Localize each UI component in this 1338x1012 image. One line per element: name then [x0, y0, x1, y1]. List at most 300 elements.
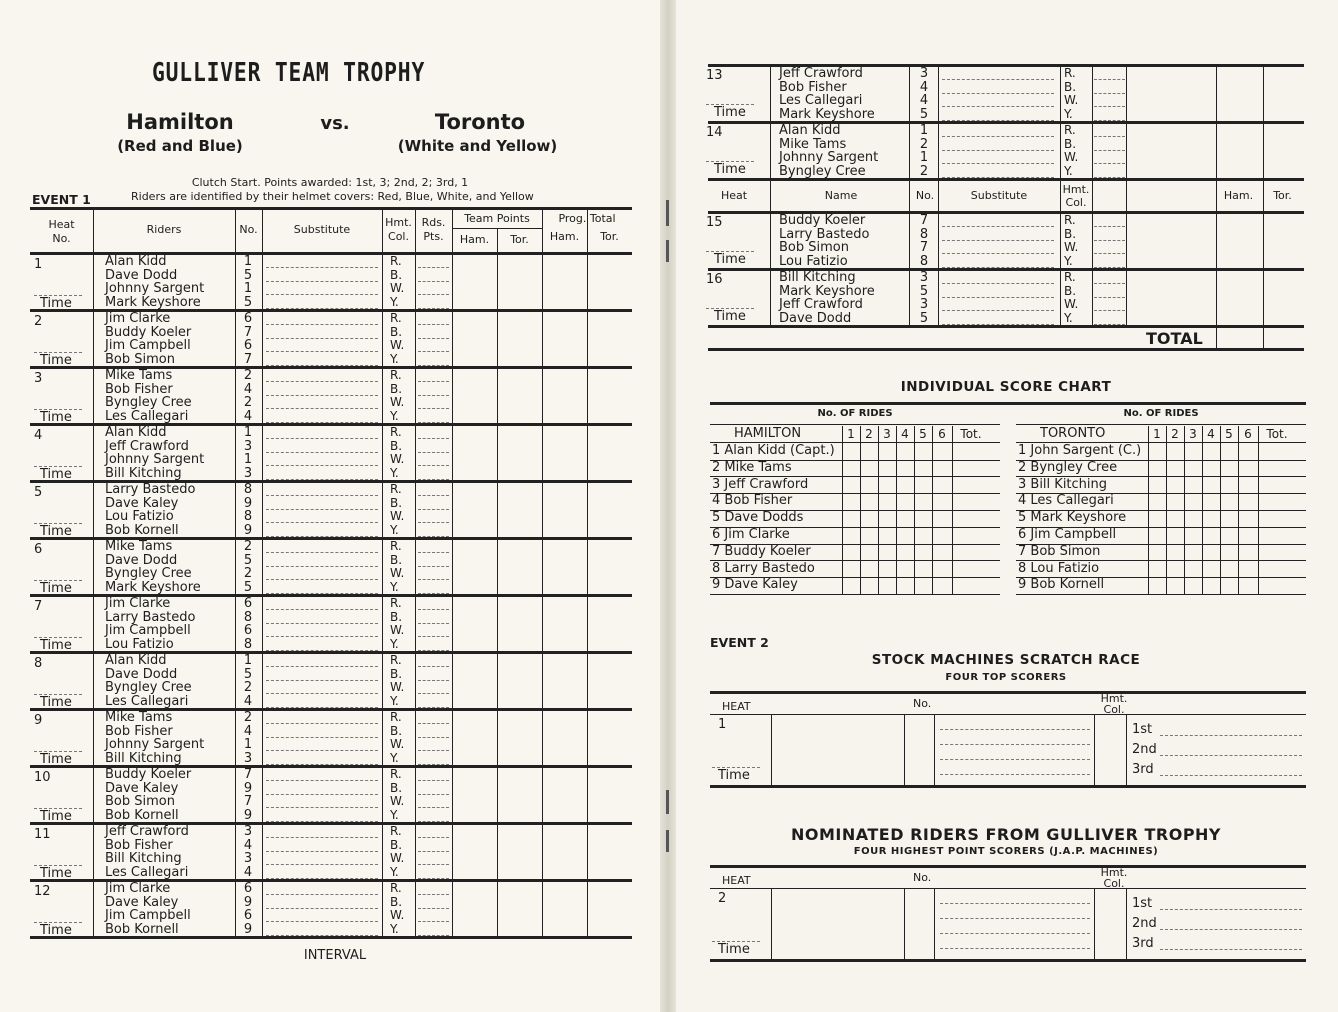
- column-divider: [1094, 714, 1095, 785]
- hamilton-ride-col: Tot.: [960, 427, 982, 441]
- heat-number: 12: [34, 884, 51, 899]
- entry-dotted-line: [266, 579, 378, 580]
- toronto-ride-col: 1: [1153, 427, 1161, 441]
- rider-number: 4: [919, 79, 929, 95]
- header-rides-points: Pts.: [423, 230, 444, 243]
- rider-name: Byngley Cree: [779, 163, 866, 179]
- heat-number: 5: [34, 485, 43, 500]
- helmet-color-code: Y.: [390, 864, 399, 879]
- rider-number: 2: [919, 163, 929, 179]
- toronto-rider-entry: 5 Mark Keyshore: [1018, 510, 1127, 526]
- helmet-color-code: B.: [390, 780, 403, 795]
- entry-dotted-line: [942, 150, 1054, 151]
- rider-number: 3: [243, 438, 253, 454]
- helmet-color-code: W.: [390, 395, 405, 410]
- rider-name: Johnny Sargent: [105, 452, 205, 468]
- rider-number: 3: [243, 465, 253, 481]
- time-label: Time: [40, 638, 72, 653]
- entry-dotted-line: [266, 894, 378, 895]
- entry-dotted-line: [418, 837, 449, 838]
- entry-dotted-line: [418, 908, 449, 909]
- rider-number: 5: [919, 106, 929, 122]
- rider-name: Buddy Koeler: [105, 324, 192, 340]
- heat-number: 2: [718, 891, 727, 906]
- hamilton-rider-entry: 3 Jeff Crawford: [712, 476, 809, 492]
- entry-dotted-line: [1094, 310, 1125, 311]
- entry-dotted-line: [1094, 253, 1125, 254]
- entry-dotted-line: [418, 408, 449, 409]
- heat-label: HEAT: [722, 874, 751, 887]
- rider-number: 1: [243, 653, 253, 668]
- number-label: No.: [913, 697, 932, 710]
- header-team-ham: Ham.: [459, 233, 490, 246]
- header-substitute: Substitute: [970, 189, 1028, 202]
- rule-line: [710, 691, 1306, 694]
- rider-name: Mike Tams: [779, 136, 847, 152]
- place-label: 3rd: [1132, 936, 1154, 951]
- entry-dotted-line: [418, 465, 449, 466]
- place-label: 1st: [1132, 896, 1153, 911]
- rider-name: Mike Tams: [105, 368, 173, 383]
- time-label: Time: [40, 524, 72, 539]
- rule-line: [452, 228, 542, 229]
- away-team-colors: (White and Yellow): [397, 137, 558, 155]
- rider-number: 6: [243, 623, 253, 639]
- column-divider: [1202, 426, 1203, 595]
- rider-number: 7: [243, 351, 253, 367]
- rider-number: 6: [243, 311, 253, 326]
- entry-dotted-line: [942, 240, 1054, 241]
- entry-dotted-line: [1160, 929, 1302, 930]
- entry-dotted-line: [942, 163, 1054, 164]
- column-divider: [771, 714, 772, 785]
- rule-line: [710, 714, 1306, 715]
- entry-dotted-line: [418, 623, 449, 624]
- entry-dotted-line: [266, 324, 378, 325]
- rider-name: Byngley Cree: [105, 395, 192, 411]
- header-riders: Riders: [146, 223, 182, 236]
- column-divider: [542, 207, 543, 937]
- rider-name: Buddy Koeler: [105, 767, 192, 782]
- rider-number: 8: [243, 636, 253, 652]
- time-label: Time: [718, 768, 750, 783]
- rider-name: Dave Kaley: [105, 780, 179, 796]
- rider-number: 3: [919, 66, 929, 81]
- helmet-color-label: Col.: [1103, 877, 1125, 890]
- helmet-color-code: R.: [390, 596, 402, 610]
- helmet-color-code: B.: [390, 723, 403, 738]
- time-label: Time: [40, 353, 72, 368]
- column-divider: [1126, 714, 1127, 785]
- entry-dotted-line: [940, 744, 1090, 745]
- entry-dotted-line: [266, 750, 378, 751]
- rider-name: Les Callegari: [105, 408, 189, 424]
- rider-number: 5: [919, 310, 929, 326]
- entry-dotted-line: [942, 297, 1054, 298]
- rule-line: [30, 936, 632, 939]
- entry-dotted-line: [1094, 150, 1125, 151]
- column-divider: [909, 64, 910, 325]
- entry-dotted-line: [266, 408, 378, 409]
- entry-dotted-line: [418, 522, 449, 523]
- entry-dotted-line: [1160, 755, 1302, 756]
- rider-name: Larry Bastedo: [105, 482, 196, 497]
- rider-name: Bill Kitching: [105, 851, 182, 867]
- rider-name: Mark Keyshore: [779, 106, 875, 122]
- column-divider: [952, 426, 953, 595]
- time-label: Time: [714, 252, 746, 267]
- helmet-color-code: R.: [1064, 270, 1076, 284]
- header-ham: Ham.: [1223, 189, 1254, 202]
- helmet-color-code: B.: [390, 324, 403, 339]
- hamilton-heading: HAMILTON: [734, 426, 802, 441]
- helmet-color-code: R.: [390, 881, 402, 895]
- rider-name: Mike Tams: [105, 539, 173, 554]
- rider-name: Dave Dodd: [779, 310, 852, 326]
- entry-dotted-line: [266, 609, 378, 610]
- helmet-color-code: W.: [1064, 93, 1079, 108]
- number-label: No.: [913, 871, 932, 884]
- event2-title: STOCK MACHINES SCRATCH RACE: [871, 652, 1141, 668]
- rider-number: 8: [243, 609, 253, 625]
- rider-number: 1: [243, 254, 253, 269]
- header-heat: Heat: [48, 218, 75, 231]
- helmet-color-code: B.: [390, 495, 403, 510]
- rider-number: 4: [919, 93, 929, 109]
- rule-line: [710, 959, 1306, 962]
- entry-dotted-line: [418, 351, 449, 352]
- entry-dotted-line: [266, 294, 378, 295]
- column-divider: [878, 426, 879, 595]
- entry-dotted-line: [1160, 909, 1302, 910]
- heat-number: 15: [706, 215, 723, 230]
- header-prog-ham: Ham.: [549, 230, 580, 243]
- rider-name: Jeff Crawford: [105, 824, 189, 839]
- entry-dotted-line: [266, 395, 378, 396]
- rider-name: Dave Dodd: [105, 552, 178, 568]
- column-divider: [1258, 426, 1259, 595]
- rider-number: 6: [243, 881, 253, 896]
- helmet-color-code: Y.: [390, 579, 399, 594]
- nominated-subtitle: FOUR HIGHEST POINT SCORERS (J.A.P. MACHINES): [853, 846, 1159, 857]
- toronto-ride-col: 5: [1225, 427, 1233, 441]
- column-divider: [771, 888, 772, 959]
- helmet-color-code: Y.: [390, 465, 399, 480]
- column-divider: [497, 228, 498, 937]
- header-substitute: Substitute: [293, 223, 351, 236]
- rule-line: [708, 325, 1304, 328]
- header-team-tor: Tor.: [510, 233, 529, 246]
- score-chart-title: INDIVIDUAL SCORE CHART: [900, 379, 1112, 395]
- rider-number: 4: [243, 381, 253, 397]
- helmet-color-code: Y.: [1064, 163, 1073, 178]
- header-prog-total: Prog. Total: [558, 212, 616, 225]
- heat-number: 1: [34, 257, 43, 272]
- entry-dotted-line: [940, 918, 1090, 919]
- entry-dotted-line: [1160, 949, 1302, 950]
- rider-number: 4: [243, 693, 253, 709]
- heat-label: HEAT: [722, 700, 751, 713]
- helmet-color-code: Y.: [390, 351, 399, 366]
- hamilton-rider-entry: 8 Larry Bastedo: [712, 560, 815, 576]
- heat-number: 3: [34, 371, 43, 386]
- rider-number: 6: [243, 596, 253, 611]
- entry-dotted-line: [418, 609, 449, 610]
- helmet-color-code: W.: [390, 680, 405, 695]
- column-divider: [93, 207, 94, 937]
- rule-line: [708, 348, 1304, 351]
- toronto-heading: TORONTO: [1040, 426, 1106, 441]
- rider-number: 5: [919, 283, 929, 299]
- rider-name: Dave Dodd: [105, 267, 178, 283]
- event1-label: EVENT 1: [32, 192, 91, 207]
- entry-dotted-line: [942, 106, 1054, 107]
- header-helmet-color: Col.: [388, 230, 409, 243]
- rider-name: Bill Kitching: [105, 750, 182, 766]
- rider-name: Buddy Koeler: [779, 213, 866, 228]
- entry-dotted-line: [418, 438, 449, 439]
- time-label: Time: [40, 923, 72, 938]
- toronto-rider-entry: 8 Lou Fatizio: [1018, 560, 1100, 576]
- rider-name: Bob Fisher: [105, 837, 173, 853]
- entry-dotted-line: [942, 253, 1054, 254]
- column-divider: [896, 426, 897, 595]
- column-divider: [1263, 325, 1264, 348]
- column-divider: [934, 714, 935, 785]
- helmet-color-code: Y.: [390, 636, 399, 651]
- hamilton-rides-label: No. OF RIDES: [817, 408, 893, 419]
- entry-dotted-line: [942, 226, 1054, 227]
- heat-number: 9: [34, 713, 43, 728]
- entry-dotted-line: [418, 851, 449, 852]
- column-divider: [1148, 426, 1149, 595]
- rider-number: 3: [243, 851, 253, 867]
- rider-number: 6: [243, 908, 253, 924]
- home-team-colors: (Red and Blue): [117, 137, 243, 155]
- toronto-rider-entry: 9 Bob Kornell: [1018, 577, 1105, 593]
- time-label: Time: [40, 752, 72, 767]
- entry-dotted-line: [418, 552, 449, 553]
- helmet-color-code: R.: [390, 824, 402, 838]
- entry-dotted-line: [418, 381, 449, 382]
- hamilton-ride-col: 4: [901, 427, 909, 441]
- rider-name: Dave Dodd: [105, 666, 178, 682]
- entry-dotted-line: [266, 522, 378, 523]
- helmet-color-code: Y.: [1064, 310, 1073, 325]
- column-divider: [1126, 64, 1127, 325]
- helmet-color-code: R.: [1064, 213, 1076, 227]
- entry-dotted-line: [266, 495, 378, 496]
- rider-name: Byngley Cree: [105, 680, 192, 696]
- toronto-ride-col: 3: [1189, 427, 1197, 441]
- total-label: TOTAL: [1146, 329, 1203, 348]
- column-divider: [1094, 888, 1095, 959]
- entry-dotted-line: [266, 566, 378, 567]
- helmet-color-code: Y.: [390, 807, 399, 822]
- rider-number: 9: [243, 495, 253, 511]
- helmet-color-code: R.: [390, 539, 402, 553]
- toronto-ride-col: Tot.: [1266, 427, 1288, 441]
- rider-number: 8: [919, 253, 929, 269]
- helmet-color-code: W.: [390, 908, 405, 923]
- rule-line: [710, 888, 1306, 889]
- time-label: Time: [40, 809, 72, 824]
- rider-name: Alan Kidd: [779, 123, 841, 138]
- rider-number: 1: [919, 123, 929, 138]
- column-divider: [1216, 64, 1217, 325]
- header-name: Name: [824, 189, 858, 202]
- event2-subtitle: FOUR TOP SCORERS: [945, 672, 1067, 683]
- rider-number: 4: [243, 408, 253, 424]
- helmet-color-code: B.: [390, 609, 403, 624]
- heat-number: 8: [34, 656, 43, 671]
- column-divider: [382, 207, 383, 937]
- entry-dotted-line: [1094, 283, 1125, 284]
- helmet-color-code: Y.: [390, 522, 399, 537]
- entry-dotted-line: [1094, 297, 1125, 298]
- column-divider: [904, 714, 905, 785]
- rider-number: 2: [243, 539, 253, 554]
- time-label: Time: [40, 581, 72, 596]
- hamilton-rider-entry: 7 Buddy Koeler: [712, 543, 811, 559]
- column-divider: [934, 888, 935, 959]
- center-fold: [660, 0, 676, 1012]
- helmet-color-code: W.: [390, 794, 405, 809]
- entry-dotted-line: [266, 908, 378, 909]
- entry-dotted-line: [266, 807, 378, 808]
- entry-dotted-line: [940, 903, 1090, 904]
- rider-number: 9: [243, 807, 253, 823]
- helmet-color-code: W.: [390, 566, 405, 581]
- entry-dotted-line: [418, 737, 449, 738]
- entry-dotted-line: [418, 495, 449, 496]
- rider-name: Mark Keyshore: [779, 283, 875, 299]
- event1-points-note: Clutch Start. Points awarded: 1st, 3; 2nd, 2; 3rd, 1: [191, 176, 469, 189]
- rider-name: Bob Simon: [105, 794, 175, 810]
- rider-number: 2: [243, 680, 253, 696]
- helmet-color-code: Y.: [390, 750, 399, 765]
- column-divider: [1060, 64, 1061, 325]
- rider-name: Les Callegari: [779, 93, 863, 109]
- entry-dotted-line: [940, 759, 1090, 760]
- rider-name: Lou Fatizio: [779, 253, 848, 269]
- column-divider: [1166, 426, 1167, 595]
- rider-name: Lou Fatizio: [105, 636, 174, 652]
- rider-name: Bob Fisher: [779, 79, 847, 95]
- helmet-color-code: R.: [390, 767, 402, 781]
- rule-line: [710, 402, 1306, 405]
- entry-dotted-line: [1160, 735, 1302, 736]
- rule-line: [710, 424, 1000, 425]
- entry-dotted-line: [1094, 226, 1125, 227]
- helmet-color-label: Col.: [1103, 703, 1125, 716]
- rider-number: 1: [919, 150, 929, 166]
- rider-name: Lou Fatizio: [105, 509, 174, 525]
- entry-dotted-line: [940, 729, 1090, 730]
- rider-number: 7: [243, 794, 253, 810]
- rider-name: Les Callegari: [105, 693, 189, 709]
- helmet-color-code: B.: [390, 552, 403, 567]
- entry-dotted-line: [418, 579, 449, 580]
- time-label: Time: [40, 296, 72, 311]
- program-title: GULLIVER TEAM TROPHY: [152, 58, 426, 88]
- helmet-color-code: B.: [390, 381, 403, 396]
- rider-number: 1: [243, 452, 253, 468]
- entry-dotted-line: [266, 465, 378, 466]
- time-label: Time: [40, 866, 72, 881]
- rider-number: 2: [243, 395, 253, 411]
- rider-number: 3: [243, 824, 253, 839]
- toronto-rides-label: No. OF RIDES: [1123, 408, 1199, 419]
- helmet-color-code: Y.: [390, 294, 399, 309]
- entry-dotted-line: [418, 780, 449, 781]
- header-prog-tor: Tor.: [600, 230, 619, 243]
- rider-number: 2: [243, 566, 253, 582]
- entry-dotted-line: [940, 948, 1090, 949]
- rider-name: Bill Kitching: [105, 465, 182, 481]
- rider-name: Mark Keyshore: [105, 294, 201, 310]
- entry-dotted-line: [266, 723, 378, 724]
- event1-helmet-note: Riders are identified by their helmet covers: Red, Blue, White, and Yellow: [131, 190, 534, 203]
- rider-name: Alan Kidd: [105, 254, 167, 269]
- helmet-color-code: W.: [390, 623, 405, 638]
- rider-name: Dave Kaley: [105, 894, 179, 910]
- helmet-color-code: B.: [390, 267, 403, 282]
- rider-name: Larry Bastedo: [779, 226, 870, 242]
- entry-dotted-line: [266, 438, 378, 439]
- entry-dotted-line: [266, 381, 378, 382]
- helmet-color-code: W.: [390, 452, 405, 467]
- hamilton-rider-entry: 2 Mike Tams: [712, 459, 792, 475]
- entry-dotted-line: [418, 807, 449, 808]
- toronto-rider-entry: 7 Bob Simon: [1018, 543, 1101, 559]
- helmet-color-code: B.: [1064, 283, 1077, 298]
- rider-name: Bob Simon: [105, 351, 175, 367]
- column-divider: [860, 426, 861, 595]
- entry-dotted-line: [266, 623, 378, 624]
- time-label: Time: [40, 695, 72, 710]
- column-divider: [842, 426, 843, 595]
- heat-number: 6: [34, 542, 43, 557]
- entry-dotted-line: [266, 267, 378, 268]
- entry-dotted-line: [418, 509, 449, 510]
- rider-number: 3: [243, 750, 253, 766]
- rider-name: Bob Fisher: [105, 723, 173, 739]
- rider-number: 4: [243, 723, 253, 739]
- helmet-color-code: Y.: [390, 693, 399, 708]
- staple-mark: [666, 790, 669, 814]
- interval-label: INTERVAL: [303, 948, 367, 963]
- staple-mark: [666, 200, 669, 226]
- helmet-color-code: Y.: [1064, 253, 1073, 268]
- helmet-color-code: R.: [390, 710, 402, 724]
- helmet-color-code: R.: [390, 425, 402, 439]
- staple-mark: [666, 830, 669, 852]
- column-divider: [770, 64, 771, 325]
- heat-number: 16: [706, 272, 723, 287]
- entry-dotted-line: [266, 921, 378, 922]
- header-number: No.: [239, 223, 258, 236]
- rider-number: 1: [243, 737, 253, 753]
- rider-number: 7: [919, 240, 929, 256]
- column-divider: [1263, 64, 1264, 325]
- column-divider: [914, 426, 915, 595]
- helmet-color-code: B.: [390, 666, 403, 681]
- rider-number: 5: [243, 579, 253, 595]
- entry-dotted-line: [266, 351, 378, 352]
- helmet-color-code: Y.: [390, 921, 399, 936]
- helmet-color-code: B.: [1064, 136, 1077, 151]
